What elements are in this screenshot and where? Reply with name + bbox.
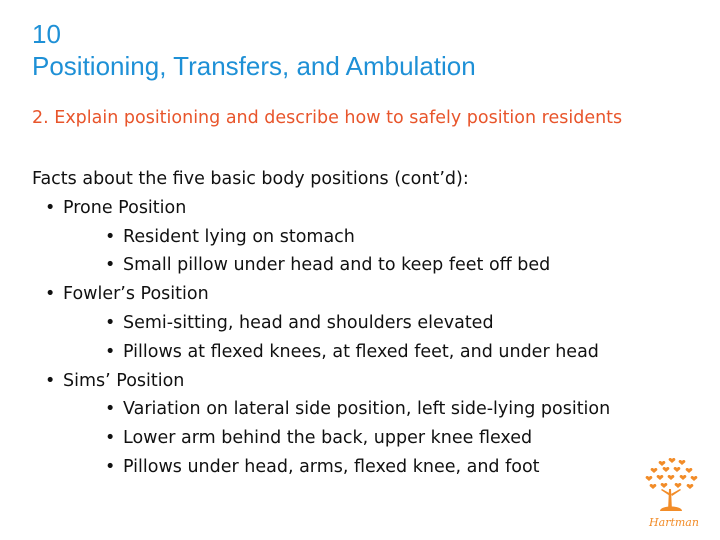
heart-tree-icon <box>642 456 706 532</box>
bullet: • <box>105 255 116 276</box>
list-item <box>32 424 712 453</box>
logo-wordmark: Hartman <box>649 516 699 529</box>
bullet: • <box>45 197 56 218</box>
bullet: • <box>105 399 116 420</box>
slide-title <box>32 18 692 82</box>
bullet: • <box>45 370 56 391</box>
position-detail: Resident lying on stomach <box>123 226 355 247</box>
list-item <box>32 309 712 338</box>
list-item <box>32 395 712 424</box>
bullet: • <box>45 284 56 305</box>
position-name: Prone Position <box>63 197 187 218</box>
position-name: Sims’ Position <box>63 370 185 391</box>
bullet: • <box>105 341 116 362</box>
position-detail: Semi-sitting, head and shoulders elevated <box>123 312 494 333</box>
list-item <box>32 194 712 223</box>
position-detail: Pillows at flexed knees, at flexed feet, and under head <box>123 341 599 362</box>
list-item <box>32 223 712 252</box>
list-item <box>32 280 712 309</box>
list-item <box>32 367 712 396</box>
bullet: • <box>105 226 116 247</box>
learning-objective: 2. Explain positioning and describe how to safely position residents <box>32 108 623 128</box>
bullet: • <box>105 428 116 449</box>
list-item <box>32 338 712 367</box>
position-detail: Variation on lateral side position, left side-lying position <box>123 399 611 420</box>
chapter-number: 10 <box>32 19 61 49</box>
list-item <box>32 251 712 280</box>
intro-text: Facts about the five basic body positions (cont’d): <box>32 169 469 189</box>
hartman-logo <box>642 456 706 532</box>
list-item <box>32 453 712 482</box>
chapter-title: Positioning, Transfers, and Ambulation <box>32 51 476 81</box>
position-name: Fowler’s Position <box>63 284 209 305</box>
slide-body <box>32 165 712 482</box>
bullet: • <box>105 312 116 333</box>
position-detail: Lower arm behind the back, upper knee flexed <box>123 428 533 449</box>
bullet: • <box>105 456 116 477</box>
position-detail: Small pillow under head and to keep feet off bed <box>123 255 551 276</box>
position-detail: Pillows under head, arms, flexed knee, and foot <box>123 456 540 477</box>
